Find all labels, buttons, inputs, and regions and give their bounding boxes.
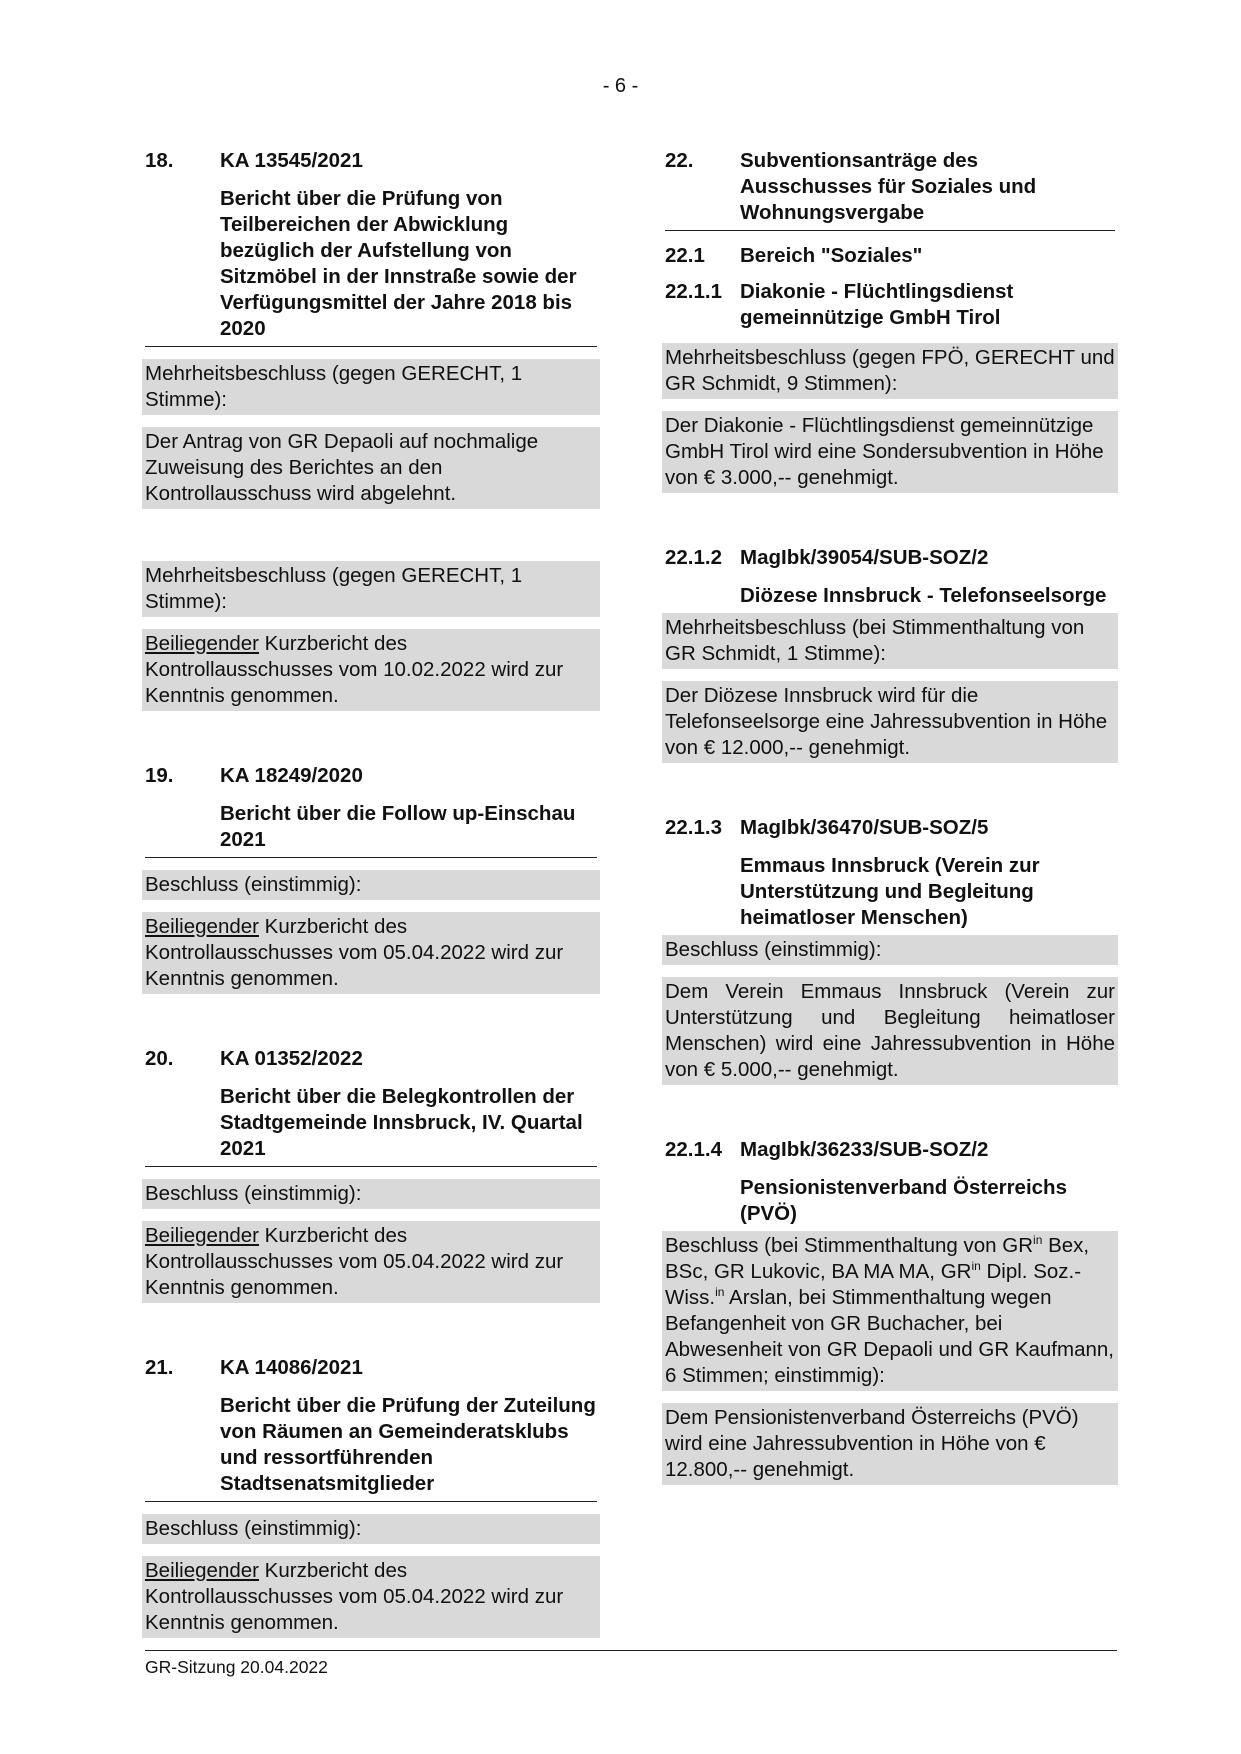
resolution-text: Beiliegender Kurzbericht des Kontrollausschusses vom 10.02.2022 wird zur Kenntnis genommen. [142,629,600,711]
page-number: - 6 - [602,75,639,97]
item-title: Diakonie - Flüchtlingsdienst gemeinnützige GmbH Tirol [740,280,1014,329]
divider [145,1501,597,1502]
item-heading [665,148,1115,226]
footer-text: GR-Sitzung 20.04.2022 [145,1657,328,1677]
item-title: Bericht über die Belegkontrollen der Stadtgemeinde Innsbruck, IV. Quartal 2021 [220,1085,583,1160]
item-number: 22.1.4 [665,1138,722,1161]
vote-line: Mehrheitsbeschluss (gegen FPÖ, GERECHT und GR Schmidt, 9 Stimmen): [662,343,1118,399]
resolution-text: Dem Pensionistenverband Österreichs (PVÖ) wird eine Jahressubvention in Höhe von € 12.800,-- genehmigt. [662,1403,1118,1485]
underlined-word: Beiliegender [145,915,259,938]
vote-line: Beschluss (einstimmig): [662,935,1118,965]
item-title: Diözese Innsbruck - Telefonseelsorge [740,584,1107,607]
item-heading [665,279,1115,331]
left-column [145,148,597,1638]
item-code: KA 13545/2021 [220,149,363,172]
item-number: 22.1.1 [665,280,722,303]
divider [145,857,597,858]
item-code: KA 14086/2021 [220,1356,363,1379]
item-number: 22.1 [665,244,705,267]
item-title: Bericht über die Prüfung von Teilbereichen der Abwicklung bezüglich der Aufstellung von Sitzmöbel in der Innstraße sowie der Verfügungsmittel der Jahre 2018 bis 2020 [220,187,577,340]
item-title: Bericht über die Follow up-Einschau 2021 [220,802,576,851]
resolution-text: Dem Verein Emmaus Innsbruck (Verein zur Unterstützung und Begleitung heimatloser Menschen) wird eine Jahressubvention in Höhe von € 5.000,-- genehmigt. [662,977,1118,1085]
agenda-item-22-1-2 [665,545,1115,763]
item-title: Emmaus Innsbruck (Verein zur Unterstützung und Begleitung heimatloser Menschen) [740,854,1040,929]
agenda-item-22-1-1 [665,279,1115,493]
item-code: MagIbk/36470/SUB-SOZ/5 [740,816,989,839]
item-code: KA 01352/2022 [220,1047,363,1070]
resolution-text: Beiliegender Kurzbericht des Kontrollausschusses vom 05.04.2022 wird zur Kenntnis genommen. [142,1556,600,1638]
agenda-item-20 [145,1046,597,1303]
vote-line: Beschluss (einstimmig): [142,1179,600,1209]
resolution-box [142,561,600,617]
item-title: Pensionistenverband Österreichs (PVÖ) [740,1176,1067,1225]
item-title: Bericht über die Prüfung der Zuteilung von Räumen an Gemeinderatsklubs und ressortführenden Stadtsenatsmitglieder [220,1394,596,1495]
item-number: 20. [145,1047,174,1070]
item-code: MagIbk/36233/SUB-SOZ/2 [740,1138,989,1161]
item-number: 19. [145,764,174,787]
agenda-item-19 [145,763,597,994]
divider [665,230,1115,231]
item-number: 21. [145,1356,174,1379]
divider [145,1166,597,1167]
item-number: 22.1.3 [665,816,722,839]
footer-divider [145,1650,1117,1651]
vote-line: Mehrheitsbeschluss (gegen GERECHT, 1 Stimme): [145,564,523,613]
resolution-text: Der Antrag von GR Depaoli auf nochmalige Zuweisung des Berichtes an den Kontrollausschuss wird abgelehnt. [142,427,600,509]
item-heading [145,1046,597,1072]
agenda-item-22-1-4 [665,1137,1115,1485]
item-number: 18. [145,149,174,172]
agenda-item-22-1-3 [665,815,1115,1085]
agenda-item-21 [145,1355,597,1638]
item-heading [665,1137,1115,1163]
vote-line: Beschluss (bei Stimmenthaltung von $GR^{in}$ Bex, BSc, GR Lukovic, BA MA MA, $GR^{in}$ Dipl. Soz.-Wiss.$^{in}$ Arslan, bei Stimmenthaltung wegen Befangenheit von GR Buchacher, bei Abwesenheit von GR Depaoli und GR Kaufmann, 6 Stimmen; einstimmig): [662,1231,1118,1391]
vote-line: Mehrheitsbeschluss (bei Stimmenthaltung von GR Schmidt, 1 Stimme): [662,613,1118,669]
item-number: 22.1.2 [665,546,722,569]
section-22-1 [665,243,1115,269]
item-code: KA 18249/2020 [220,764,363,787]
right-column [665,148,1115,1485]
underlined-word: Beiliegender [145,632,259,655]
agenda-item-22 [665,148,1115,231]
resolution-box [142,359,600,415]
agenda-item-18 [145,148,597,711]
item-heading [145,763,597,789]
item-code: MagIbk/39054/SUB-SOZ/2 [740,546,989,569]
resolution-text: Der Diözese Innsbruck wird für die Telefonseelsorge eine Jahressubvention in Höhe von € 12.000,-- genehmigt. [662,681,1118,763]
underlined-word: Beiliegender [145,1559,259,1582]
divider [145,346,597,347]
vote-line: Beschluss (einstimmig): [142,870,600,900]
item-heading [665,545,1115,571]
item-heading [145,148,597,174]
item-heading [145,1355,597,1381]
item-number: 22. [665,149,694,172]
resolution-text: Der Diakonie - Flüchtlingsdienst gemeinnützige GmbH Tirol wird eine Sondersubvention in Höhe von € 3.000,-- genehmigt. [662,411,1118,493]
underlined-word: Beiliegender [145,1224,259,1247]
resolution-text: Beiliegender Kurzbericht des Kontrollausschusses vom 05.04.2022 wird zur Kenntnis genommen. [142,1221,600,1303]
item-heading [665,815,1115,841]
item-title: Bereich "Soziales" [740,244,923,267]
vote-line: Beschluss (einstimmig): [142,1514,600,1544]
resolution-text: Beiliegender Kurzbericht des Kontrollausschusses vom 05.04.2022 wird zur Kenntnis genommen. [142,912,600,994]
vote-line: Mehrheitsbeschluss (gegen GERECHT, 1 Stimme): [145,362,523,411]
item-title: Subventionsanträge des Ausschusses für Soziales und Wohnungsvergabe [740,149,1037,224]
